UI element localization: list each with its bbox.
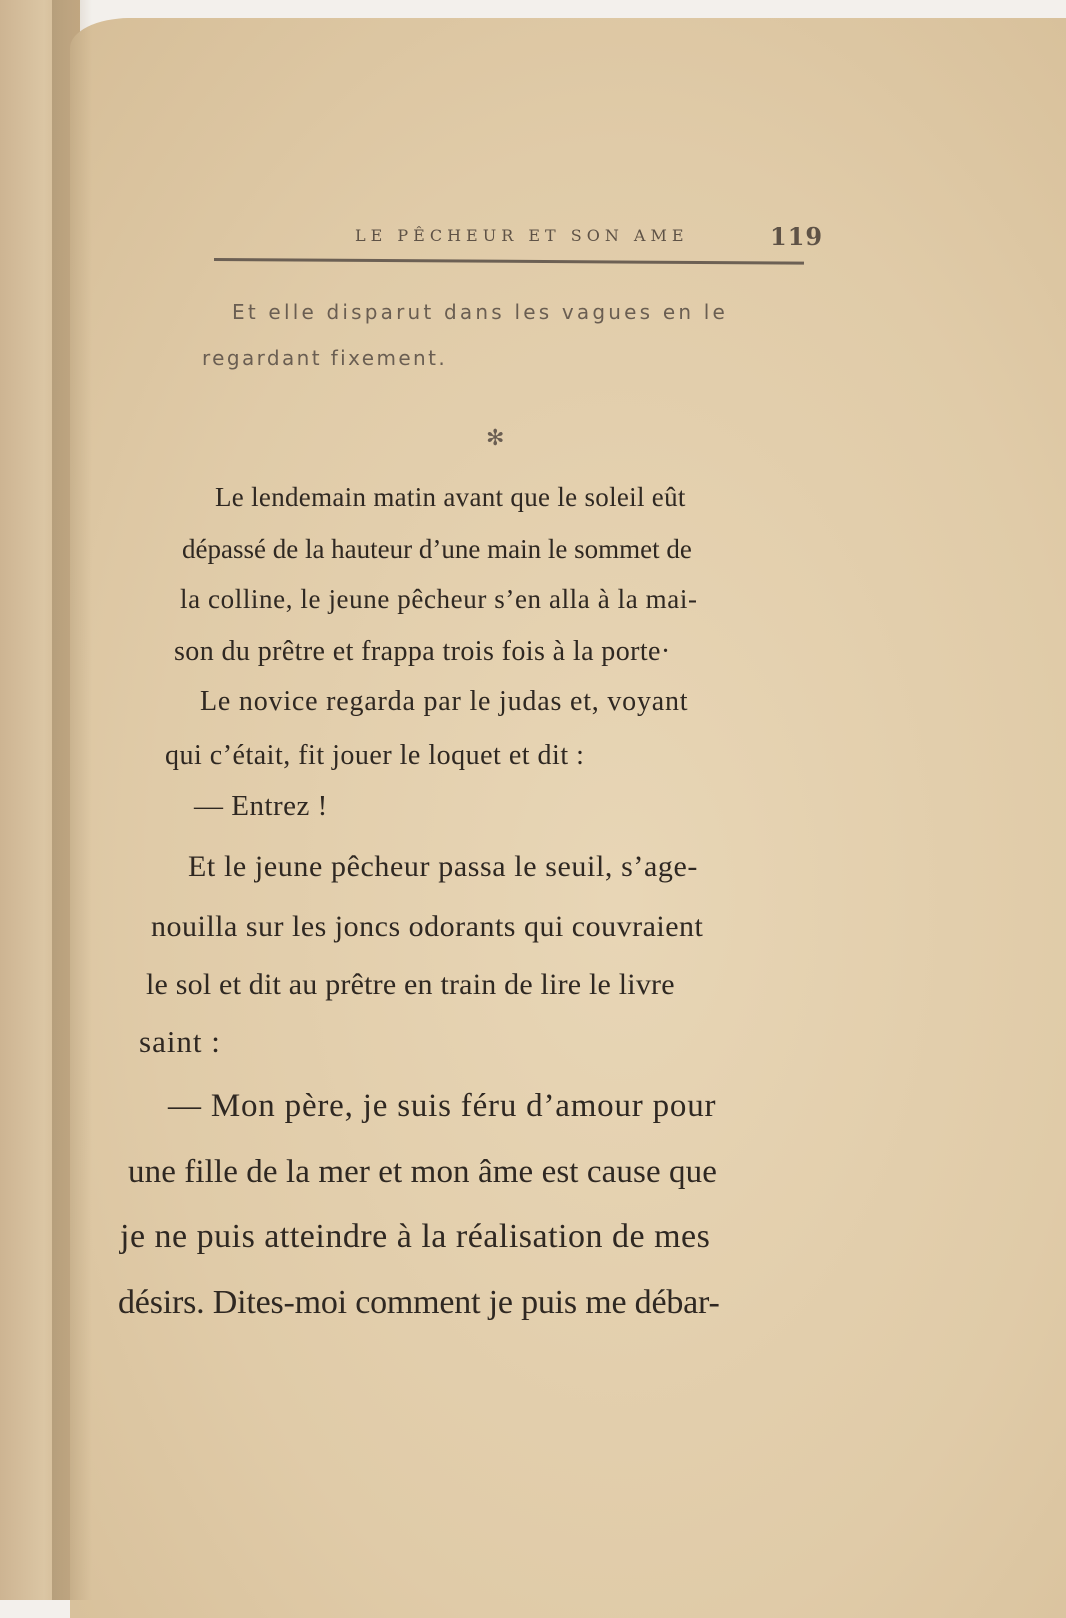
text-line: saint : — [139, 1024, 221, 1059]
text-line: Le novice regarda par le judas et, voyant — [200, 686, 689, 717]
text-line: son du prêtre et frappa trois fois à la porte· — [174, 636, 671, 667]
text-line: qui c’était, fit jouer le loquet et dit : — [165, 740, 585, 771]
text-line: je ne puis atteindre à la réalisation de mes — [120, 1218, 711, 1255]
text-line: Et le jeune pêcheur passa le seuil, s’age- — [188, 850, 698, 883]
text-line: désirs. Dites-moi comment je puis me débar- — [118, 1284, 720, 1321]
text-line: Le lendemain matin avant que le soleil eût — [215, 482, 686, 512]
text-line: le sol et dit au prêtre en train de lire le livre — [146, 968, 675, 1001]
text-line: dépassé de la hauteur d’une main le sommet de — [182, 534, 692, 564]
running-header — [215, 222, 824, 258]
text-line: — Mon père, je suis féru d’amour pour — [168, 1088, 717, 1124]
book-gutter-shadow — [52, 0, 92, 1600]
page-number: 119 — [770, 222, 824, 251]
text-line: nouilla sur les joncs odorants qui couvraient — [151, 910, 704, 943]
text-line: regardant fixement. — [202, 346, 448, 370]
text-line: une fille de la mer et mon âme est cause que — [128, 1154, 717, 1190]
text-line: la colline, le jeune pêcheur s’en alla à la mai- — [180, 584, 698, 614]
text-line: — Entrez ! — [194, 790, 328, 822]
running-title: LE PÊCHEUR ET SON AME — [355, 226, 689, 245]
text-line: Et elle disparut dans les vagues en le — [232, 300, 729, 324]
section-ornament: ✻ — [486, 426, 505, 451]
